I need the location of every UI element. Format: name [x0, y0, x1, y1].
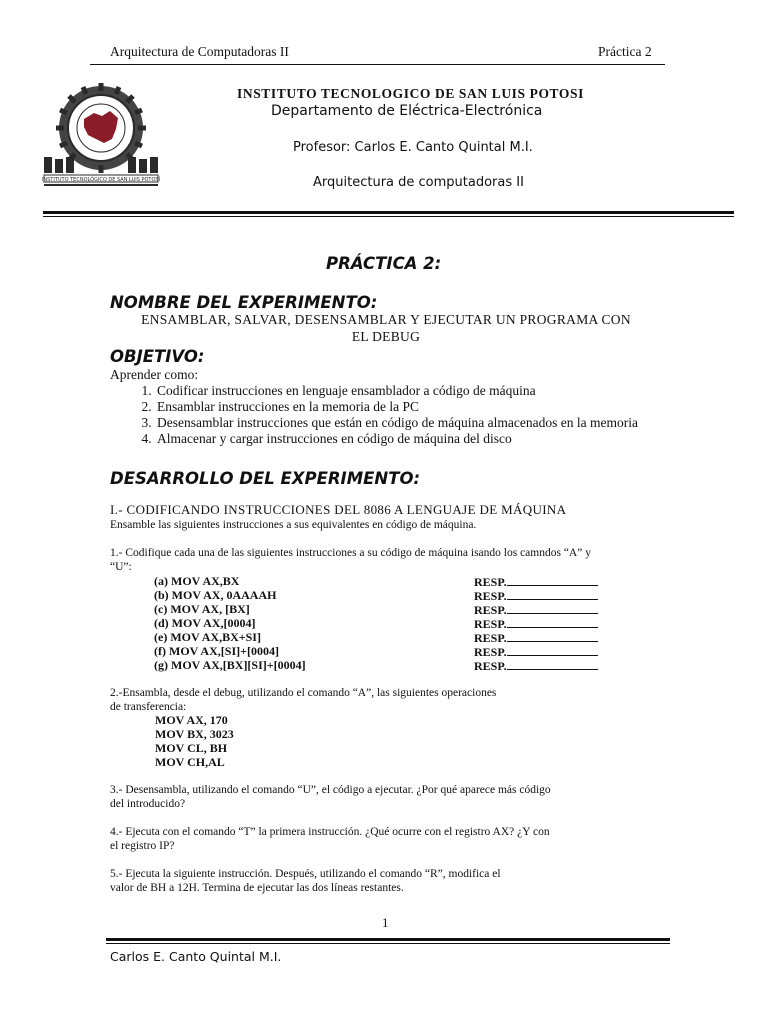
footer-rule-thick	[106, 938, 670, 941]
question5-line1: 5.- Ejecuta la siguiente instrucción. Después, utilizando el comando “R”, modifica el	[110, 868, 501, 880]
resp-label: RESP.	[474, 603, 507, 617]
practice-title: PRÁCTICA 2:	[326, 254, 442, 273]
answer-row	[154, 574, 614, 588]
objective-item: 3. Desensamblar instrucciones que están en código de máquina almacenados en la memoria	[155, 415, 670, 431]
question2-line2: de transferencia:	[110, 701, 187, 713]
code-line: MOV CH,AL	[155, 755, 225, 769]
answer-blank[interactable]	[507, 658, 598, 670]
answer-row	[154, 644, 614, 658]
answer-row	[154, 616, 614, 630]
instruction-label: (e) MOV AX,BX+SI]	[154, 630, 261, 644]
development-heading: DESARROLLO DEL EXPERIMENTO:	[110, 469, 421, 488]
resp-label: RESP.	[474, 659, 507, 673]
question3-line1: 3.- Desensambla, utilizando el comando “U”, el código a ejecutar. ¿Por qué aparece más código	[110, 784, 551, 796]
experiment-name-line2: EL DEBUG	[351, 329, 421, 344]
header-course-title: Arquitectura de Computadoras II	[110, 44, 289, 59]
answer-blank[interactable]	[507, 602, 598, 614]
instruction-label: (g) MOV AX,[BX][SI]+[0004]	[154, 658, 306, 672]
question4-line2: el registro IP?	[110, 840, 175, 852]
objective-heading: OBJETIVO:	[110, 347, 205, 366]
course-name: Arquitectura de computadoras II	[313, 175, 524, 190]
instruction-label: (c) MOV AX, [BX]	[154, 602, 250, 616]
resp-label: RESP.	[474, 575, 507, 589]
institution-name: INSTITUTO TECNOLOGICO DE SAN LUIS POTOSI	[237, 86, 584, 101]
question1-line1: 1.- Codifique cada una de las siguientes instrucciones a su código de máquina isando los camndos “A” y	[110, 547, 591, 559]
resp-label: RESP.	[474, 645, 507, 659]
answer-blank[interactable]	[507, 588, 598, 600]
department-name: Departamento de Eléctrica-Electrónica	[271, 103, 543, 119]
answer-row	[154, 602, 614, 616]
resp-label: RESP.	[474, 631, 507, 645]
code-line: MOV CL, BH	[155, 741, 228, 755]
header-rule	[90, 64, 665, 65]
objective-item: 4. Almacenar y cargar instrucciones en código de máquina del disco	[155, 431, 670, 447]
footer-author: Carlos E. Canto Quintal M.I.	[110, 949, 282, 964]
professor-name: Profesor: Carlos E. Canto Quintal M.I.	[293, 140, 533, 155]
question2-line1: 2.-Ensambla, desde el debug, utilizando el comando “A”, las siguientes operaciones	[110, 687, 497, 699]
section1-title: I.- CODIFICANDO INSTRUCCIONES DEL 8086 A LENGUAJE DE MÁQUINA	[110, 502, 567, 517]
code-line: MOV BX, 3023	[155, 727, 234, 741]
header-practice-label: Práctica 2	[598, 44, 652, 59]
instruction-label: (d) MOV AX,[0004]	[154, 616, 256, 630]
resp-label: RESP.	[474, 589, 507, 603]
objective-item: 2. Ensamblar instrucciones en la memoria de la PC	[155, 399, 670, 415]
code-line: MOV AX, 170	[155, 713, 228, 727]
objective-item: 1. Codificar instrucciones en lenguaje ensamblador a código de máquina	[155, 383, 670, 399]
answer-blank[interactable]	[507, 574, 598, 586]
resp-label: RESP.	[474, 617, 507, 631]
question1-line2: “U”:	[110, 561, 132, 573]
answer-row	[154, 588, 614, 602]
instruction-label: (f) MOV AX,[SI]+[0004]	[154, 644, 279, 658]
title-rule-thin	[43, 216, 734, 217]
section1-intro: Ensamble las siguientes instrucciones a sus equivalentes en código de máquina.	[110, 519, 477, 531]
question5-line2: valor de BH a 12H. Termina de ejecutar las dos líneas restantes.	[110, 882, 404, 894]
answer-blank[interactable]	[507, 644, 598, 656]
objective-list	[110, 383, 670, 447]
title-rule-thick	[43, 211, 734, 214]
institute-logo	[40, 83, 162, 195]
instruction-label: (b) MOV AX, 0AAAAH	[154, 588, 277, 602]
page-number: 1	[382, 915, 389, 930]
question3-line2: del introducido?	[110, 798, 186, 810]
answer-row	[154, 658, 614, 672]
answer-blank[interactable]	[507, 630, 598, 642]
question4-line1: 4.- Ejecuta con el comando “T” la primera instrucción. ¿Qué ocurre con el registro AX? ¿Y con	[110, 826, 550, 838]
objective-intro: Aprender como:	[110, 367, 199, 382]
answer-blank[interactable]	[507, 616, 598, 628]
footer-rule-thin	[106, 943, 670, 944]
answer-row	[154, 630, 614, 644]
experiment-heading: NOMBRE DEL EXPERIMENTO:	[110, 293, 378, 312]
instruction-label: (a) MOV AX,BX	[154, 574, 240, 588]
logo-caption: INSTITUTO TECNOLÓGICO DE SAN LUIS POTOSÍ	[41, 177, 161, 183]
experiment-name-line1: ENSAMBLAR, SALVAR, DESENSAMBLAR Y EJECUTAR UN PROGRAMA CON	[141, 312, 631, 327]
